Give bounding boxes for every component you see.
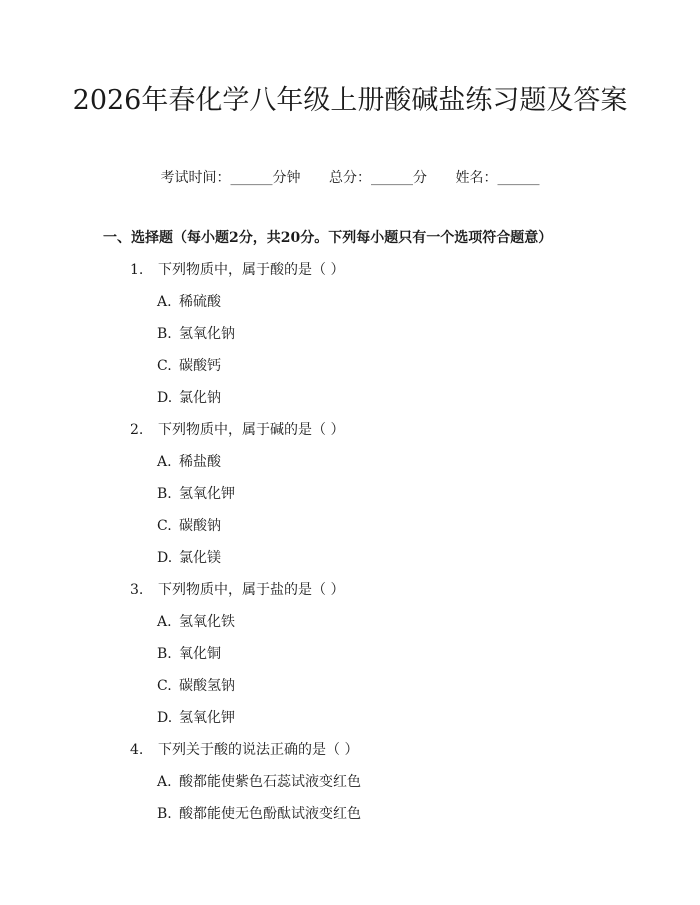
question-1-option-c: [157, 356, 221, 376]
option-letter: D.: [157, 710, 173, 726]
question-1-option-a: [157, 292, 221, 312]
option-letter: A.: [157, 294, 172, 310]
option-text: 稀硫酸: [179, 294, 221, 310]
question-2-option-d: [157, 548, 221, 568]
section-heading: 一、选择题（每小题2分，共20分。下列每小题只有一个选项符合题意）: [103, 230, 553, 246]
question-text: 下列物质中，属于盐的是（ ）: [158, 582, 345, 598]
question-number: 2.: [130, 422, 144, 438]
exam-time: 考试时间：______分钟: [160, 170, 301, 186]
option-text: 氢氧化钾: [179, 710, 235, 726]
option-letter: A.: [157, 454, 172, 470]
option-letter: C.: [157, 358, 172, 374]
option-text: 氧化铜: [179, 646, 221, 662]
question-1: [130, 260, 344, 280]
option-text: 碳酸氢钠: [179, 678, 235, 694]
question-3-option-d: [157, 708, 235, 728]
option-text: 碳酸钙: [179, 358, 221, 374]
question-4-option-b: [157, 804, 361, 824]
option-text: 酸都能使紫色石蕊试液变红色: [179, 774, 361, 790]
option-text: 氢氧化钾: [179, 486, 235, 502]
option-text: 氯化钠: [179, 390, 221, 406]
question-3-option-c: [157, 676, 235, 696]
option-letter: B.: [157, 486, 172, 502]
question-4-option-a: [157, 772, 361, 792]
question-2: [130, 420, 344, 440]
question-text: 下列物质中，属于碱的是（ ）: [158, 422, 345, 438]
question-number: 1.: [130, 262, 144, 278]
question-2-option-c: [157, 516, 221, 536]
option-letter: B.: [157, 326, 172, 342]
question-text: 下列关于酸的说法正确的是（ ）: [158, 742, 359, 758]
option-text: 氢氧化钠: [179, 326, 235, 342]
question-3-option-b: [157, 644, 221, 664]
student-name: 姓名：______: [455, 170, 540, 186]
question-3-option-a: [157, 612, 235, 632]
question-text: 下列物质中，属于酸的是（ ）: [158, 262, 345, 278]
option-letter: B.: [157, 806, 172, 822]
document-title: 2026年春化学八年级上册酸碱盐练习题及答案: [72, 85, 628, 116]
option-letter: A.: [157, 614, 172, 630]
option-text: 稀盐酸: [179, 454, 221, 470]
option-letter: C.: [157, 678, 172, 694]
option-letter: B.: [157, 646, 172, 662]
option-letter: C.: [157, 518, 172, 534]
option-letter: D.: [157, 390, 173, 406]
option-letter: D.: [157, 550, 173, 566]
option-text: 氢氧化铁: [179, 614, 235, 630]
option-letter: A.: [157, 774, 172, 790]
question-1-option-d: [157, 388, 221, 408]
question-1-option-b: [157, 324, 235, 344]
question-2-option-a: [157, 452, 221, 472]
question-2-option-b: [157, 484, 235, 504]
question-3: [130, 580, 344, 600]
option-text: 氯化镁: [179, 550, 221, 566]
option-text: 碳酸钠: [179, 518, 221, 534]
exam-meta: [0, 168, 700, 188]
question-number: 4.: [130, 742, 144, 758]
total-score: 总分：______分: [329, 170, 427, 186]
question-4: [130, 740, 358, 760]
option-text: 酸都能使无色酚酞试液变红色: [179, 806, 361, 822]
question-number: 3.: [130, 582, 144, 598]
